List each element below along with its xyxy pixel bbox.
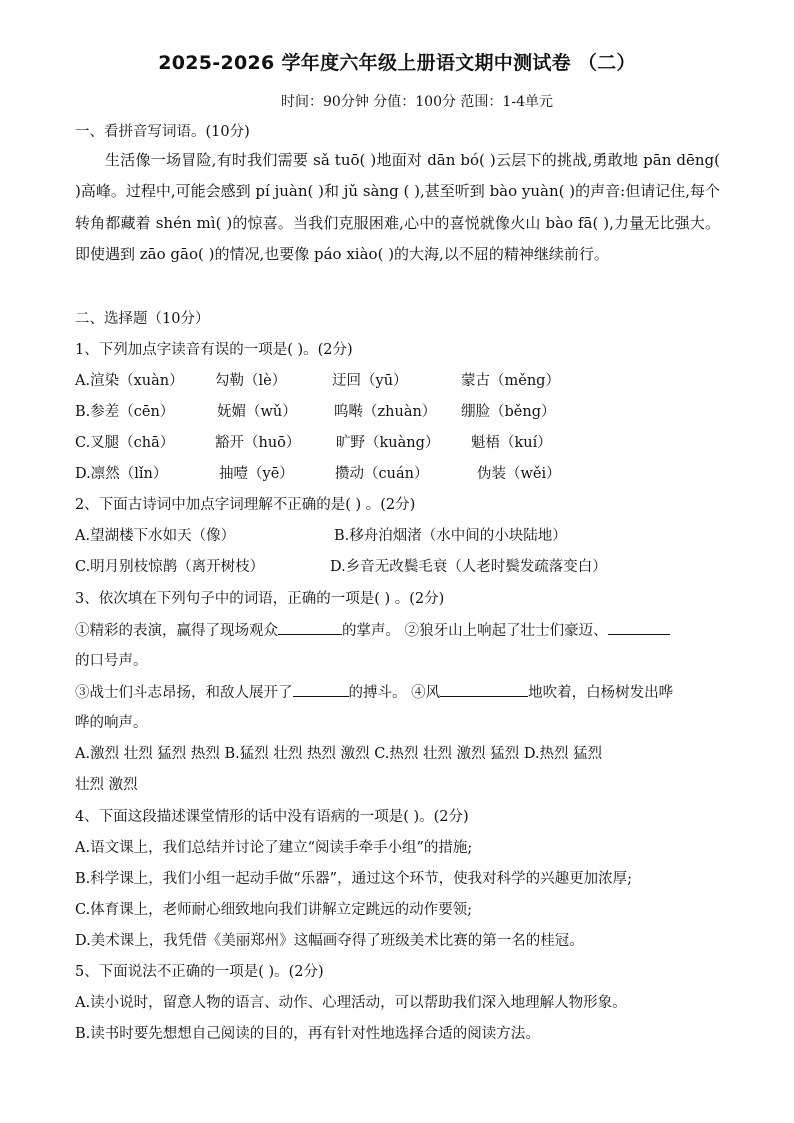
exam-info: 时间：90分钟 分值：100分 范围：1-4单元 [281, 94, 553, 110]
q5-stem: 5、下面说法不正确的一项是( )。(2分) [75, 964, 324, 980]
q1-row-a [75, 371, 725, 391]
q3-sentence-2 [75, 682, 725, 703]
q5-option-b: B.读书时要先想想自己阅读的目的，再有针对性地选择合适的阅读方法。 [75, 1026, 540, 1042]
q1-d-3: 攒动（cuán） [335, 466, 429, 482]
q3-s2-part-c: 地吹着，白杨树发出哗 [528, 685, 674, 701]
q4-option-a: A.语文课上，我们总结并讨论了建立“阅读手牵手小组”的措施; [75, 840, 473, 856]
q2-b: B.移舟泊烟渚（水中间的小块陆地） [334, 528, 567, 544]
q1-a-4: 蒙古（měng） [461, 373, 560, 389]
q2-c: C.明月别枝惊鹊（离开树枝） [75, 559, 265, 575]
q1-row-b [75, 402, 725, 422]
q1-b-1: B.参差（cēn） [75, 404, 175, 420]
q1-b-4: 绷脸（běng） [461, 404, 556, 420]
q3-s2-part-b: 的搏斗。 ④风 [348, 685, 441, 701]
q1-a-2: 勾勒（lè） [215, 373, 287, 389]
q3-blank-1[interactable] [278, 620, 342, 635]
q1-d-1: D.凛然（lǐn） [75, 466, 168, 482]
q3-options-1: A.激烈 壮烈 猛烈 热烈 B.猛烈 壮烈 热烈 激烈 C.热烈 壮烈 激烈 猛烈 D.热烈 猛烈 [75, 746, 603, 762]
q2-d: D.乡音无改鬓毛衰（人老时鬓发疏落变白） [330, 559, 607, 575]
q1-d-2: 抽噎（yē） [219, 466, 294, 482]
q1-d-4: 伪装（wěi） [477, 466, 561, 482]
section1-passage [75, 145, 720, 271]
q4-option-b: B.科学课上，我们小组一起动手做“乐器”，通过这个环节，使我对科学的兴趣更加浓厚; [75, 871, 632, 887]
q4-stem: 4、下面这段描述课堂情形的话中没有语病的一项是( )。(2分) [75, 809, 469, 825]
q3-stem: 3、依次填在下列句子中的词语，正确的一项是( ) 。(2分) [75, 591, 445, 607]
q2-a: A.望湖楼下水如天（像） [75, 528, 236, 544]
q1-b-2: 妩媚（wǔ） [217, 404, 297, 420]
q1-c-4: 魁梧（kuí） [471, 435, 552, 451]
q3-s2-part-a: ③战士们斗志昂扬，和敌人展开了 [75, 685, 293, 701]
q2-row-1 [75, 526, 725, 546]
q5-option-a: A.读小说时，留意人物的语言、动作、心理活动，可以帮助我们深入地理解人物形象。 [75, 995, 627, 1011]
section2-heading: 二、选择题（10分） [75, 311, 210, 327]
q1-a-3: 迂回（yū） [332, 373, 408, 389]
q1-b-3: 呜啭（zhuàn） [334, 404, 437, 420]
q1-stem: 1、下列加点字读音有误的一项是( )。(2分) [75, 342, 353, 358]
q3-options-2: 壮烈 激烈 [75, 777, 138, 793]
q1-row-c [75, 433, 725, 453]
q3-s2-part-d: 哗的响声。 [75, 715, 148, 731]
q4-option-c: C.体育课上，老师耐心细致地向我们讲解立定跳远的动作要领; [75, 902, 473, 918]
q1-c-3: 旷野（kuàng） [336, 435, 440, 451]
q1-c-2: 豁开（huō） [215, 435, 301, 451]
q3-sentence-1 [75, 620, 725, 641]
q4-option-d: D.美术课上，我凭借《美丽郑州》这幅画夺得了班级美术比赛的第一名的桂冠。 [75, 933, 584, 949]
q2-row-2 [75, 557, 725, 577]
q3-blank-4[interactable] [440, 682, 528, 697]
q2-stem: 2、下面古诗词中加点字词理解不正确的是( ) 。(2分) [75, 497, 416, 513]
q1-c-1: C.叉腿（chā） [75, 435, 175, 451]
q3-s1-part-a: ①精彩的表演，赢得了现场观众 [75, 623, 278, 639]
section1-heading: 一、看拼音写词语。(10分) [75, 124, 250, 140]
exam-title: 2025-2026 学年度六年级上册语文期中测试卷 （二） [158, 52, 636, 74]
q3-s1-part-c: 的口号声。 [75, 653, 148, 669]
pinyin-passage: 生活像一场冒险,有时我们需要 sǎ tuō( )地面对 dān bó( )云层下的挑战,勇敢地 pān dēng( )高峰。过程中,可能会感到 pí juàn( )和 jǔ sàng ( ),甚至听到 bào yuàn( )的声音:但请记住,每个转角都藏着 shén mì( )的惊喜。当我们克服困难,心中的喜悦就像火山 bào fā( ),力量无比强大。即使遇到 zāo gāo( )的情况,也要像 páo xiào( )的大海,以不屈的精神继续前行。 [75, 151, 720, 264]
q3-blank-2[interactable] [608, 620, 670, 635]
q1-row-d [75, 464, 725, 484]
q1-a-1: A.渲染（xuàn） [75, 373, 184, 389]
q3-s1-part-b: 的掌声。 ②狼牙山上响起了壮士们豪迈、 [342, 623, 608, 639]
q3-blank-3[interactable] [293, 682, 349, 697]
